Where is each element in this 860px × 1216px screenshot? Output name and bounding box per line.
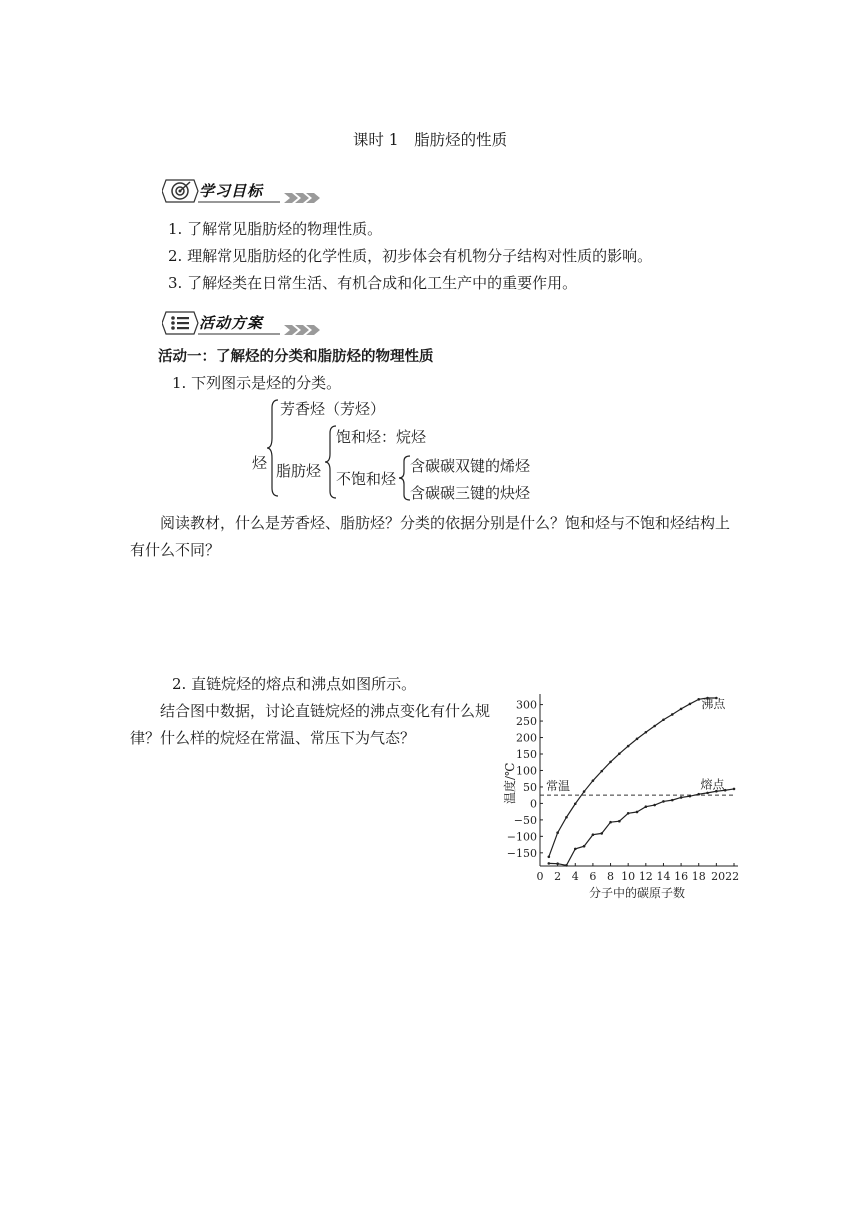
series-line-melting <box>549 789 734 865</box>
data-point <box>592 779 595 782</box>
data-point <box>600 770 603 773</box>
objectives-banner <box>162 178 332 204</box>
tree-unsaturated: 不饱和烃 <box>336 470 397 488</box>
alkane-chart <box>500 690 750 905</box>
data-point <box>653 725 656 728</box>
data-point <box>689 795 692 798</box>
y-tick-label: 200 <box>516 731 537 745</box>
data-point <box>609 821 612 824</box>
brace-root <box>266 398 280 498</box>
x-tick-label: 16 <box>674 870 689 883</box>
tree-saturated: 饱和烃：烷烃 <box>336 428 427 446</box>
y-tick-label: 100 <box>516 764 537 778</box>
tree-root: 烃 <box>252 454 268 472</box>
objective-1: 1. 了解常见脂肪烃的物理性质。 <box>168 220 383 238</box>
x-tick-label: 2 <box>554 870 562 883</box>
x-tick-label: 0 <box>536 870 544 883</box>
data-point <box>600 832 603 835</box>
q1-text: 阅读教材，什么是芳香烃、脂肪烃？分类的依据分别是什么？饱和烃与不饱和烃结构上有什么不同？ <box>130 514 731 559</box>
q2-text: 结合图中数据，讨论直链烷烃的沸点变化有什么规律？什么样的烷烃在常温、常压下为气态？ <box>130 702 491 747</box>
data-point <box>689 703 692 706</box>
data-point <box>636 738 639 741</box>
activity-banner-label: 活动方案 <box>199 314 264 332</box>
x-tick-label: 10 <box>621 870 636 883</box>
y-tick-label: −100 <box>506 830 537 844</box>
tree-aromatic: 芳香烃（芳烃） <box>280 400 386 418</box>
data-point <box>627 812 630 815</box>
data-point <box>680 708 683 711</box>
data-point <box>662 718 665 721</box>
data-point <box>671 799 674 802</box>
data-point <box>636 811 639 814</box>
q1-intro: 1. 下列图示是烃的分类。 <box>172 374 342 392</box>
data-point <box>680 796 683 799</box>
data-point <box>645 805 648 808</box>
y-axis-label: 温度/℃ <box>503 762 517 804</box>
y-tick-label: −150 <box>506 846 537 860</box>
q2-intro: 2. 直链烷烃的熔点和沸点如图所示。 <box>172 675 417 693</box>
tree-aliphatic: 脂肪烃 <box>276 462 322 480</box>
objectives-banner-label: 学习目标 <box>199 182 264 200</box>
data-point <box>671 713 674 716</box>
data-point <box>574 848 577 851</box>
data-point <box>662 800 665 803</box>
y-tick-label: 150 <box>516 748 537 761</box>
data-point <box>653 804 656 807</box>
y-tick-label: 250 <box>516 715 537 729</box>
x-tick-label: 4 <box>571 870 579 883</box>
x-tick-label: 2022 <box>711 870 740 883</box>
data-point <box>706 792 709 795</box>
data-point <box>733 788 736 791</box>
room-temp-label: 常温 <box>546 779 571 794</box>
data-point <box>556 831 559 834</box>
x-axis-label: 分子中的碳原子数 <box>588 886 686 900</box>
data-point <box>548 862 551 865</box>
data-point <box>548 855 551 858</box>
x-tick-label: 8 <box>607 870 615 883</box>
boiling-label: 沸点 <box>701 696 726 711</box>
series-line-boiling <box>549 698 717 857</box>
data-point <box>697 793 700 796</box>
x-tick-label: 12 <box>638 870 653 883</box>
melting-label: 熔点 <box>700 777 725 792</box>
y-tick-label: 300 <box>516 698 537 712</box>
x-tick-label: 6 <box>589 870 597 883</box>
data-point <box>574 802 577 805</box>
data-point <box>697 698 700 701</box>
data-point <box>627 745 630 748</box>
data-point <box>609 761 612 764</box>
y-tick-label: 0 <box>530 797 537 811</box>
objective-2: 2. 理解常见脂肪烃的化学性质，初步体会有机物分子结构对性质的影响。 <box>168 247 653 265</box>
data-point <box>645 731 648 734</box>
x-tick-label: 14 <box>656 870 671 883</box>
data-point <box>618 820 621 823</box>
data-point <box>583 845 586 848</box>
x-tick-label: 18 <box>691 870 706 883</box>
page-title: 课时 1 脂肪烃的性质 <box>352 131 508 149</box>
data-point <box>565 816 568 819</box>
y-tick-label: 50 <box>523 780 537 794</box>
tree-alkyne: 含碳碳三键的炔烃 <box>410 484 531 502</box>
activity1-heading: 活动一：了解烃的分类和脂肪烃的物理性质 <box>158 349 434 365</box>
objective-3: 3. 了解烃类在日常生活、有机合成和化工生产中的重要作用。 <box>168 274 578 292</box>
activity-banner <box>162 310 332 336</box>
data-point <box>583 790 586 793</box>
data-point <box>556 862 559 865</box>
tree-alkene: 含碳碳双键的烯烃 <box>410 457 531 475</box>
data-point <box>618 752 621 755</box>
data-point <box>565 864 568 867</box>
data-point <box>592 833 595 836</box>
y-tick-label: −50 <box>513 813 537 827</box>
